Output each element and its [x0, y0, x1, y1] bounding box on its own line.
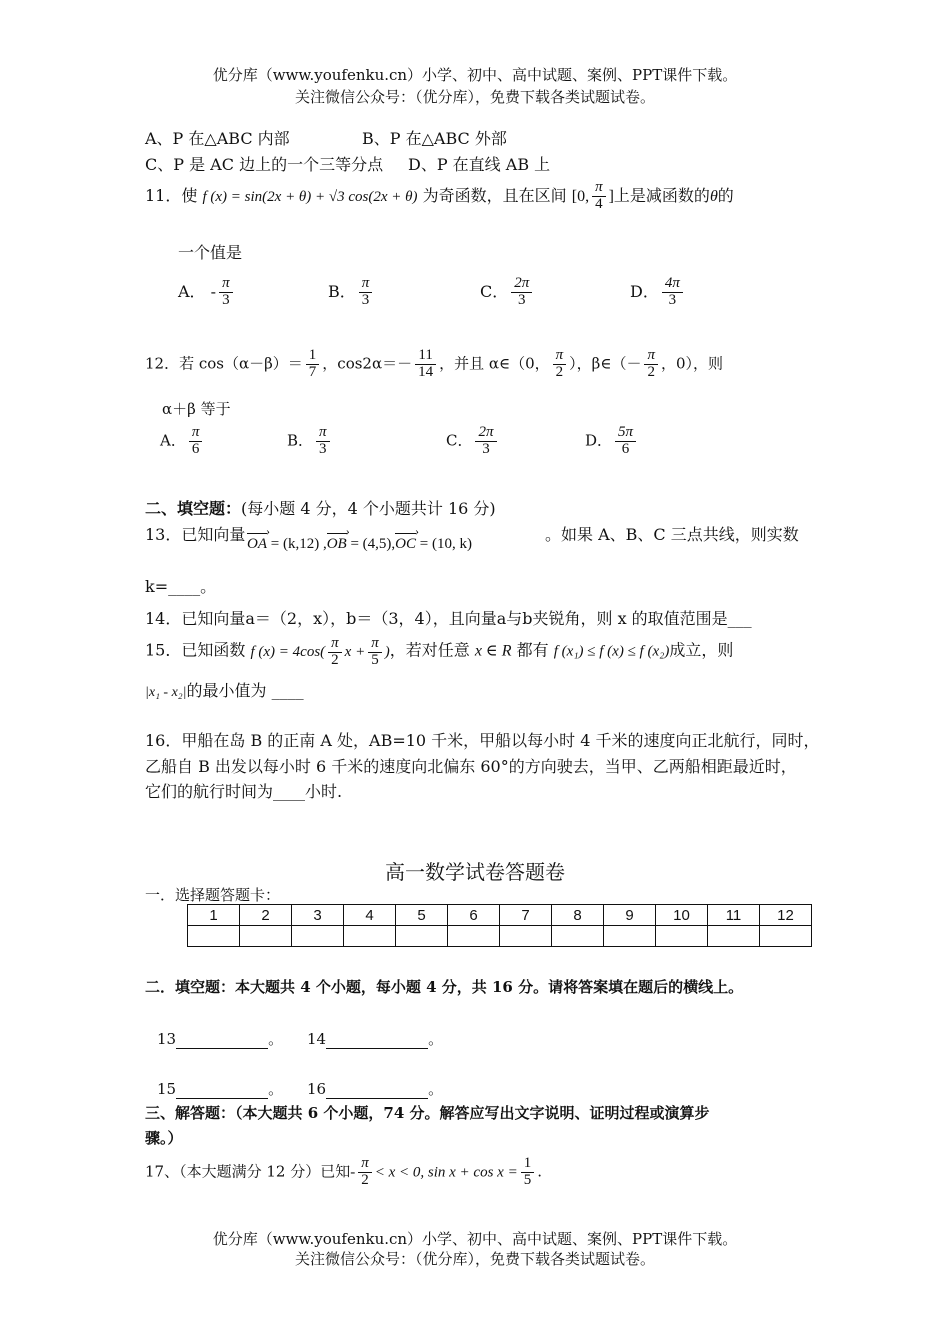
question-15: 15．已知函数 f (x) = 4cos( $\frac{\pi}{2}$ x + $\frac{\pi}{5}$ )，若对任意 x ∈ R 都有 f (x₁) ≤ f (x) ≤ f (x₂)成立，则	[145, 635, 734, 668]
question-17: 17、（本大题满分 12 分）已知- $\frac{\pi}{2}$ < x < 0, sin x + cos x = $\frac{1}{5}$ .	[145, 1155, 542, 1188]
q13-line-2: k=____。	[145, 577, 217, 596]
q13-text-end: 。如果 A、B、C 三点共线，则实数	[545, 525, 799, 544]
answer-col-3: 3	[292, 905, 344, 926]
q16-line-1: 16．甲船在岛 B 的正南 A 处，AB=10 千米，甲船以每小时 4 千米的速度向正北航行，同时，	[145, 731, 820, 750]
q11-option-c: C． $\frac{2\pi}{3}$	[480, 276, 535, 309]
q15-line-2: |x₁ - x₂|的最小值为 ____	[145, 681, 304, 700]
blank-13: 13 。	[157, 1030, 284, 1048]
q10-option-c: C、P 是 AC 边上的一个三等分点	[145, 155, 384, 174]
answer-cell[interactable]	[448, 926, 500, 947]
blank-15-line[interactable]	[176, 1080, 268, 1099]
answer-col-7: 7	[500, 905, 552, 926]
q11-line-2: 一个值是	[178, 243, 243, 262]
q16-line-3: 它们的航行时间为____小时.	[145, 782, 343, 801]
q12-option-c: C． $\frac{2\pi}{3}$	[446, 425, 500, 458]
answer-col-9: 9	[604, 905, 656, 926]
header-line-1: 优分库（www.youfenku.cn）小学、初中、高中试题、案例、PPT课件下载。	[212, 66, 738, 84]
footer-line-2: 关注微信公众号：（优分库），免费下载各类试题试卷。	[294, 1250, 655, 1268]
answer-cell[interactable]	[656, 926, 708, 947]
q16-line-2: 乙船自 B 出发以每小时 6 千米的速度向北偏东 60°的方向驶去，当甲、乙两船相距最近时，	[145, 757, 797, 776]
answer-grid-blank-row	[188, 926, 812, 947]
answer-cell[interactable]	[500, 926, 552, 947]
q11-option-d: D． $\frac{4\pi}{3}$	[630, 276, 686, 309]
answer-col-8: 8	[552, 905, 604, 926]
q13-vectors: OA › = (k,12) ,OB › = (4,5),OC › = (10, k)	[247, 536, 472, 553]
answer-cell[interactable]	[292, 926, 344, 947]
blank-13-line[interactable]	[176, 1030, 268, 1049]
q11-interval-frac: $\frac{\pi}{4}$	[592, 180, 606, 213]
header-line-2: 关注微信公众号：（优分库），免费下载各类试题试卷。	[294, 88, 655, 106]
answer-col-1: 1	[188, 905, 240, 926]
answer-cell[interactable]	[344, 926, 396, 947]
question-13: 13．已知向量	[145, 525, 246, 544]
answer-col-2: 2	[240, 905, 292, 926]
answer-cell[interactable]	[396, 926, 448, 947]
answer-col-5: 5	[396, 905, 448, 926]
question-14: 14．已知向量a＝（2，x），b＝（3，4），且向量a与b夹锐角，则 x 的取值范围是___	[145, 609, 752, 628]
q11-interval-right: ]	[608, 187, 614, 205]
q12-option-d: D． $\frac{5\pi}{6}$	[585, 425, 639, 458]
blank-16: 16 。	[307, 1080, 444, 1098]
answer-grid	[187, 904, 812, 947]
question-12: 12．若 cos（α－β）＝ $\frac{1}{7}$ ，cos2α＝－ $\frac{11}{14}$ ，并且 α∈（0， $\frac{\pi}{2}$ ），β∈（－ $\frac{\pi}{2}$ ，0），则	[145, 347, 724, 380]
answer-section-1: 一．选择题答题卡：	[145, 886, 281, 904]
q11-interval-left: [0,	[571, 187, 590, 205]
q12-option-b: B． $\frac{\pi}{3}$	[287, 425, 333, 458]
answer-col-10: 10	[656, 905, 708, 926]
q11-number: 11．使	[145, 185, 198, 205]
answer-cell[interactable]	[708, 926, 760, 947]
answer-sheet-title: 高一数学试卷答题卷	[385, 860, 565, 884]
q11-option-a: A． - $\frac{\pi}{3}$	[178, 276, 236, 309]
q11-text-end: 上是减函数的	[613, 185, 710, 205]
answer-cell[interactable]	[604, 926, 656, 947]
answer-col-6: 6	[448, 905, 500, 926]
footer-line-1: 优分库（www.youfenku.cn）小学、初中、高中试题、案例、PPT课件下载。	[212, 1230, 738, 1248]
answer-section-3-line-1: 三、解答题：（本大题共 6 个小题，74 分。解答应写出文字说明、证明过程或演算步	[145, 1104, 710, 1122]
answer-section-3-line-2: 骤。）	[145, 1129, 183, 1147]
q11-option-b: B． $\frac{\pi}{3}$	[328, 276, 375, 309]
section-2-heading: 二、填空题：(每小题 4 分，4 个小题共计 16 分)	[145, 499, 496, 518]
answer-col-12: 12	[760, 905, 812, 926]
answer-cell[interactable]	[760, 926, 812, 947]
q11-text-mid: 为奇函数，且在区间	[422, 185, 567, 205]
answer-grid-header	[188, 905, 812, 926]
q11-de: 的	[717, 185, 734, 205]
q12-line-2: α＋β 等于	[162, 400, 231, 418]
blank-14-line[interactable]	[326, 1030, 428, 1049]
answer-section-2: 二．填空题：本大题共 4 个小题，每小题 4 分，共 16 分。请将答案填在题后的横线上。	[145, 978, 744, 996]
q12-option-a: A． $\frac{\pi}{6}$	[160, 425, 205, 458]
q11-formula: f (x) = sin(2x + θ) + √3 cos(2x + θ)	[202, 188, 418, 205]
q11-theta: θ	[709, 187, 718, 205]
blank-14: 14 。	[307, 1030, 444, 1048]
q10-option-b: B、P 在△ABC 外部	[362, 129, 507, 148]
q10-option-d: D、P 在直线 AB 上	[408, 155, 551, 174]
answer-cell[interactable]	[552, 926, 604, 947]
answer-col-4: 4	[344, 905, 396, 926]
q10-option-a: A、P 在△ABC 内部	[145, 129, 290, 148]
blank-15: 15 。	[157, 1080, 284, 1098]
question-11	[145, 180, 734, 213]
answer-cell[interactable]	[240, 926, 292, 947]
answer-col-11: 11	[708, 905, 760, 926]
answer-cell[interactable]	[188, 926, 240, 947]
blank-16-line[interactable]	[326, 1080, 428, 1099]
